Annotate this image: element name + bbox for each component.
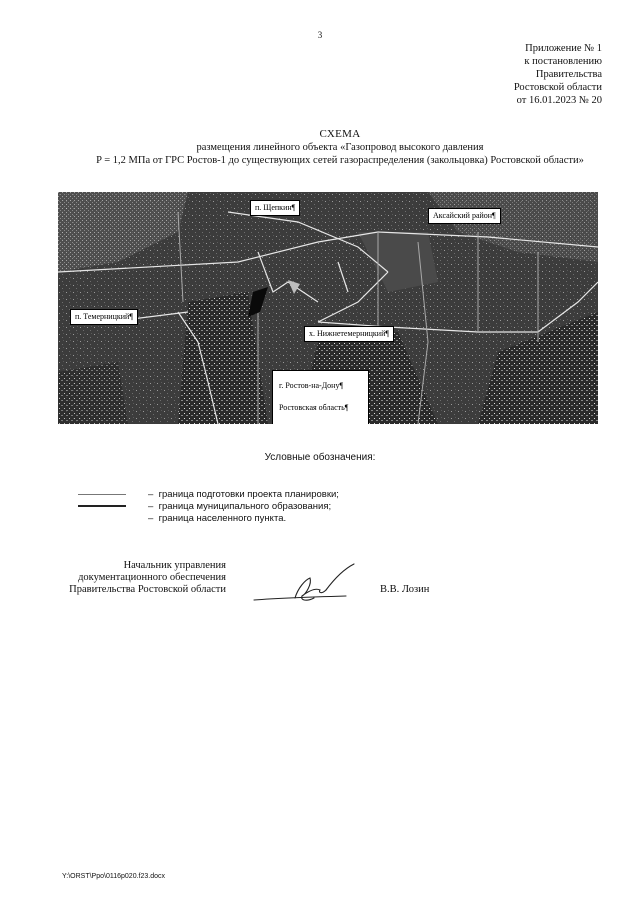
legend-item (78, 488, 478, 500)
legend-title: Условные обозначения: (264, 452, 376, 463)
legend-text: граница подготовки проекта планировки; (158, 488, 339, 500)
map-label-rostov-region: Ростовская область¶ (279, 403, 349, 412)
page-number: 3 (317, 30, 323, 40)
map-label-temernitsky: п. Темерницкий¶ (70, 309, 138, 325)
map-label-rostov-city: г. Ростов-на-Дону¶ (279, 381, 344, 390)
scheme-subtitle-line: размещения линейного объекта «Газопровод высокого давления (196, 142, 484, 153)
legend-item (78, 512, 478, 524)
appendix-header (422, 42, 602, 107)
legend-item (78, 500, 478, 512)
appendix-line: Ростовской области (513, 82, 602, 93)
legend-dash: – (148, 512, 159, 524)
legend-dash: – (148, 488, 159, 500)
footer-file-path: Y:\ORST\Ppo\0116p020.f23.docx (62, 873, 165, 880)
legend (78, 488, 478, 524)
signatory-line: Правительства Ростовской области (69, 584, 226, 595)
signatory-name: В.В. Лозин (380, 584, 430, 595)
scheme-title (40, 128, 640, 167)
appendix-line: Приложение № 1 (525, 43, 602, 54)
signatory-line: Начальник управления (123, 560, 226, 571)
legend-dash: – (148, 500, 159, 512)
map-label-nizhnetemernitsky: х. Нижнетемерницкий¶ (304, 326, 394, 342)
signature-icon (250, 560, 360, 615)
signatory-line: документационного обеспечения (78, 572, 226, 583)
scheme-map (58, 192, 598, 424)
legend-thick-line-icon (78, 505, 126, 507)
scheme-heading: СХЕМА (319, 128, 361, 140)
map-label-aksay-district: Аксайский район¶ (428, 208, 501, 224)
appendix-line: от 16.01.2023 № 20 (516, 95, 602, 106)
map-label-rostov (272, 370, 369, 424)
appendix-line: Правительства (535, 69, 602, 80)
legend-thin-line-icon (78, 494, 126, 495)
appendix-line: к постановлению (524, 56, 602, 67)
legend-text: граница муниципального образования; (158, 500, 332, 512)
legend-text: граница населенного пункта. (158, 512, 287, 524)
scheme-subtitle-line: P = 1,2 МПа от ГРС Ростов-1 до существующих сетей газораспределения (закольцовка) Ростовской области» (96, 155, 584, 166)
signatory-title (64, 560, 226, 596)
map-label-shchepkin: п. Щепкин¶ (250, 200, 300, 216)
